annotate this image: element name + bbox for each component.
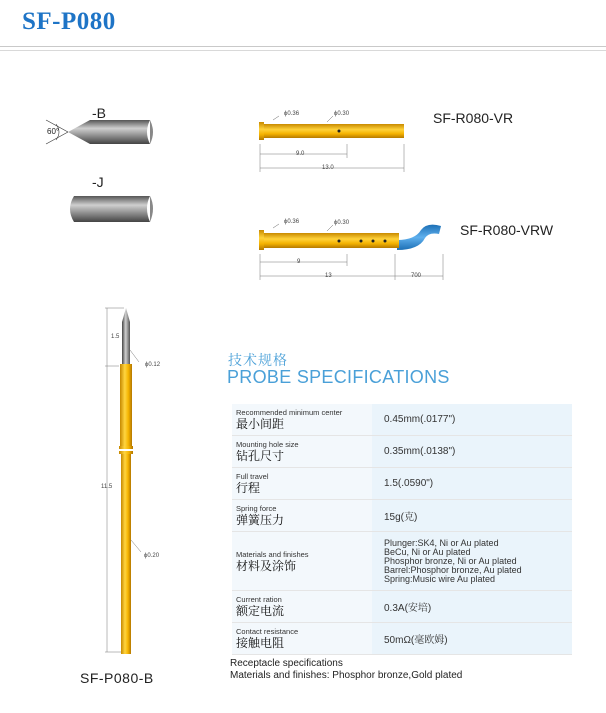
header-divider (0, 46, 606, 47)
spec-label-en: Full travel (236, 472, 269, 481)
probe-d-tip: ϕ0.12 (145, 362, 161, 368)
vrw-name: SF-R080-VRW (460, 222, 554, 238)
probe-dim-total: 11.5 (101, 484, 113, 490)
spec-row-spring-force (232, 500, 572, 532)
spec-label-en: Spring force (236, 504, 277, 513)
spec-value: 0.3A(安培) (384, 603, 432, 614)
material-line: Plunger:SK4, Ni or Au plated (384, 537, 499, 548)
b-tip-label: -B (92, 105, 106, 121)
vr-dim1: 9.0 (296, 151, 305, 157)
vr-dim2: 13.0 (322, 165, 334, 171)
spec-value: 1.5(.0590") (384, 478, 434, 489)
spec-label-cn: 材料及涂饰 (236, 558, 297, 573)
spec-value: 50mΩ(毫欧姆) (384, 635, 448, 646)
spec-title-en: PROBE SPECIFICATIONS (227, 367, 450, 387)
receptacle-vr-drawing (255, 110, 415, 180)
spec-label-cn: 额定电流 (236, 604, 285, 618)
vr-d2: ϕ0.30 (334, 111, 350, 117)
b-angle-label: 60° (47, 127, 60, 136)
spec-value: 15g(克) (384, 512, 418, 523)
spec-row-min-center (232, 404, 572, 436)
material-line: Barrel:Phosphor bronze, Au plated (384, 564, 522, 575)
vrw-dim2: 13 (325, 273, 332, 279)
spec-row-resistance (232, 623, 572, 655)
spec-table (232, 404, 572, 655)
j-tip-pin (70, 196, 150, 222)
vrw-dim3: 700 (411, 273, 422, 279)
spec-label-en: Materials and finishes (236, 549, 309, 559)
vrw-dim1: 9 (297, 259, 301, 265)
vrw-d2: ϕ0.30 (334, 220, 350, 226)
material-line: Phosphor bronze, Ni or Au plated (384, 555, 517, 566)
spec-value: 0.35mm(.0138") (384, 446, 456, 457)
spec-value: 0.45mm(.0177") (384, 414, 456, 425)
spec-row-full-travel (232, 468, 572, 500)
probe-dim-tip: 1.5 (111, 334, 120, 340)
page-title: SF-P080 (22, 8, 116, 35)
material-line: BeCu, Ni or Au plated (384, 546, 471, 557)
j-tip-label: -J (92, 174, 104, 190)
vr-name: SF-R080-VR (433, 110, 514, 126)
spec-row-hole-size (232, 436, 572, 468)
vrw-d1: ϕ0.36 (284, 219, 300, 225)
receptacle-materials: Materials and finishes: Phosphor bronze,Gold plated (230, 670, 463, 681)
spec-label-cn: 接触电阻 (236, 636, 285, 650)
spec-title-cn: 技术规格 (228, 352, 288, 368)
spec-label-cn: 行程 (236, 481, 261, 495)
spec-label-cn: 弹簧压力 (236, 513, 285, 527)
material-line: Spring:Music wire Au plated (384, 573, 496, 584)
spec-label-en: Mounting hole size (236, 440, 299, 449)
spec-row-current (232, 591, 572, 623)
spec-row-materials (232, 532, 572, 591)
header-divider-2 (0, 50, 606, 51)
spec-label-cn: 钻孔尺寸 (236, 449, 285, 463)
spec-label-cn: 最小间距 (236, 417, 285, 431)
spec-label-en: Contact resistance (236, 627, 299, 636)
vr-d1: ϕ0.36 (284, 111, 300, 117)
probe-drawing (95, 300, 185, 665)
receptacle-specs-heading: Receptacle specifications (230, 658, 343, 669)
probe-d-body: ϕ0.20 (144, 553, 160, 559)
spec-label-en: Current ration (236, 595, 282, 604)
probe-name: SF-P080-B (80, 670, 154, 686)
spec-label-en: Recommended minimum center (236, 408, 343, 417)
b-tip-pin (68, 120, 150, 144)
